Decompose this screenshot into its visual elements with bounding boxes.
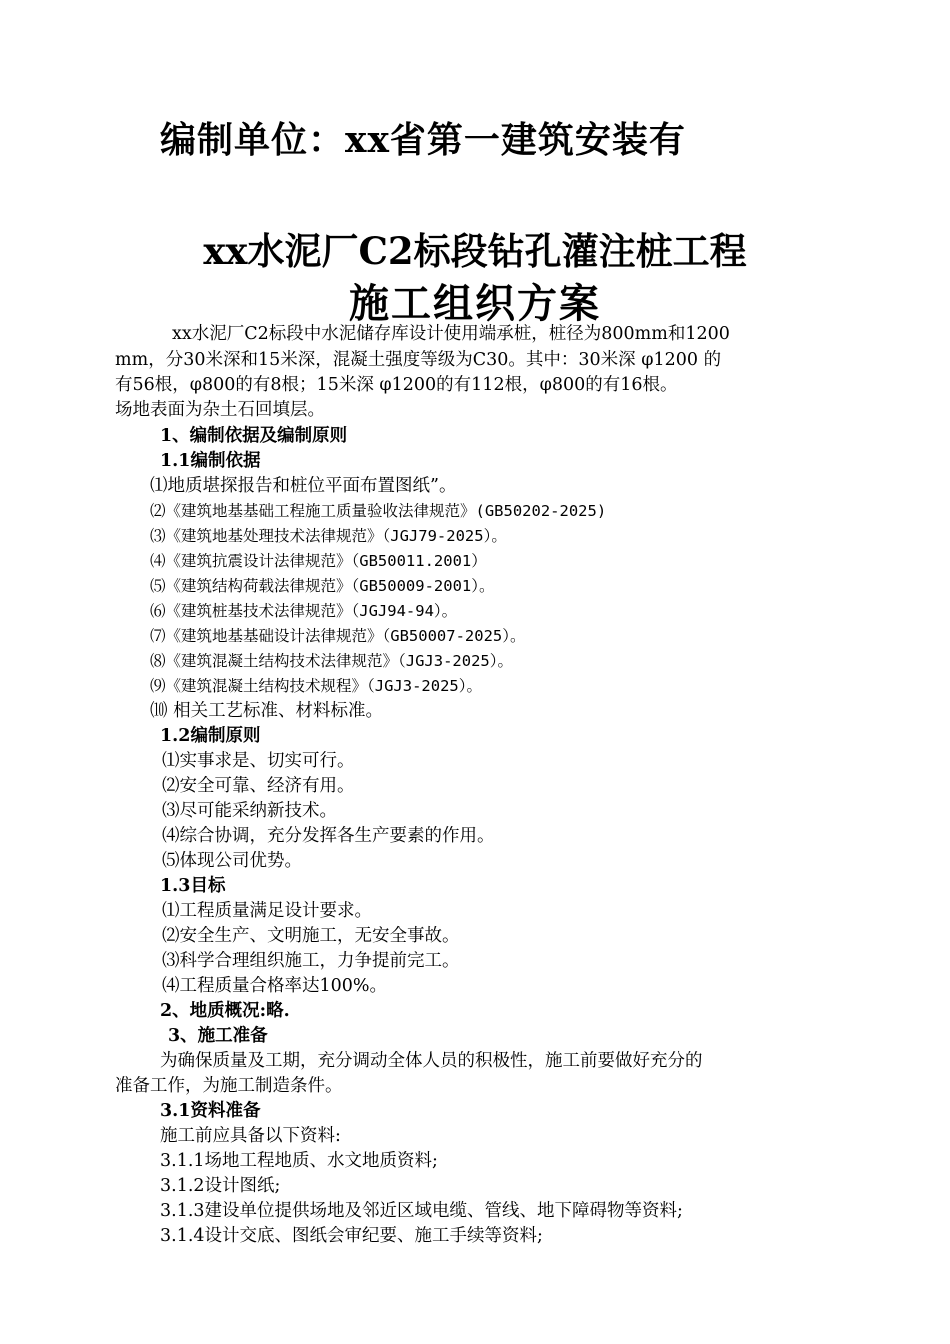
section-heading: 2、地质概况:略. xyxy=(160,1001,290,1021)
basis-item: ⑽ 相关工艺标准、材料标准。 xyxy=(150,701,384,721)
basis-item: ⑴地质堪探报告和桩位平面布置图纸”。 xyxy=(150,476,457,496)
basis-item: ⑵《建筑地基基础工程施工质量验收法律规范》(GB50202-2025) xyxy=(150,502,607,520)
basis-item: ⑷《建筑抗震设计法律规范》（GB50011.2001） xyxy=(150,552,487,570)
intro-line: 场地表面为杂土石回填层。 xyxy=(115,400,325,420)
basis-item: ⑺《建筑地基基础设计法律规范》（GB50007-2025）。 xyxy=(150,627,526,645)
intro-line: 有56根，φ800的有8根；15米深 φ1200的有112根，φ800的有16根。 xyxy=(115,375,678,395)
principle-item: ⑴实事求是、切实可行。 xyxy=(162,751,355,771)
principle-item: ⑶尽可能采纳新技术。 xyxy=(162,801,337,821)
goal-item: ⑴工程质量满足设计要求。 xyxy=(162,901,372,921)
material-item: 3.1.1场地工程地质、水文地质资料; xyxy=(160,1151,438,1171)
section-heading: 3、施工准备 xyxy=(168,1026,268,1046)
basis-item: ⑹《建筑桩基技术法律规范》（JGJ94-94）。 xyxy=(150,602,458,620)
body-line: 为确保质量及工期，充分调动全体人员的积极性，施工前要做好充分的 xyxy=(160,1051,703,1071)
basis-item: ⑶《建筑地基处理技术法律规范》（JGJ79-2025）。 xyxy=(150,527,507,545)
organization-line: 编制单位：xx省第一建筑安装有 xyxy=(160,119,686,161)
principle-item: ⑷综合协调，充分发挥各生产要素的作用。 xyxy=(162,826,495,846)
goal-item: ⑵安全生产、文明施工，无安全事故。 xyxy=(162,926,460,946)
body-line: 准备工作，为施工制造条件。 xyxy=(115,1076,343,1096)
subsection-heading: 1.3目标 xyxy=(160,876,226,896)
body-line: 施工前应具备以下资料: xyxy=(160,1126,341,1146)
document-title: xx水泥厂C2标段钻孔灌注桩工程 xyxy=(203,229,747,273)
subsection-heading: 1.1编制依据 xyxy=(160,451,261,471)
material-item: 3.1.2设计图纸; xyxy=(160,1176,281,1196)
basis-item: ⑸《建筑结构荷载法律规范》（GB50009-2001）。 xyxy=(150,577,495,595)
principle-item: ⑵安全可靠、经济有用。 xyxy=(162,776,355,796)
intro-line: xx水泥厂C2标段中水泥储存库设计使用端承桩，桩径为800mm和1200 xyxy=(172,324,730,344)
goal-item: ⑶科学合理组织施工，力争提前完工。 xyxy=(162,951,460,971)
goal-item: ⑷工程质量合格率达100%。 xyxy=(162,976,388,996)
subsection-heading: 3.1资料准备 xyxy=(160,1101,261,1121)
subsection-heading: 1.2编制原则 xyxy=(160,726,261,746)
principle-item: ⑸体现公司优势。 xyxy=(162,851,302,871)
material-item: 3.1.3建设单位提供场地及邻近区域电缆、管线、地下障碍物等资料; xyxy=(160,1201,683,1221)
intro-line: mm，分30米深和15米深，混凝土强度等级为C30。其中：30米深 φ1200 的 xyxy=(115,350,722,370)
material-item: 3.1.4设计交底、图纸会审纪要、施工手续等资料; xyxy=(160,1226,543,1246)
basis-item: ⑻《建筑混凝土结构技术法律规范》（JGJ3-2025）。 xyxy=(150,652,513,670)
basis-item: ⑼《建筑混凝土结构技术规程》（JGJ3-2025）。 xyxy=(150,677,482,695)
document-subtitle: 施工组织方案 xyxy=(349,280,601,327)
section-heading: 1、编制依据及编制原则 xyxy=(160,426,348,446)
